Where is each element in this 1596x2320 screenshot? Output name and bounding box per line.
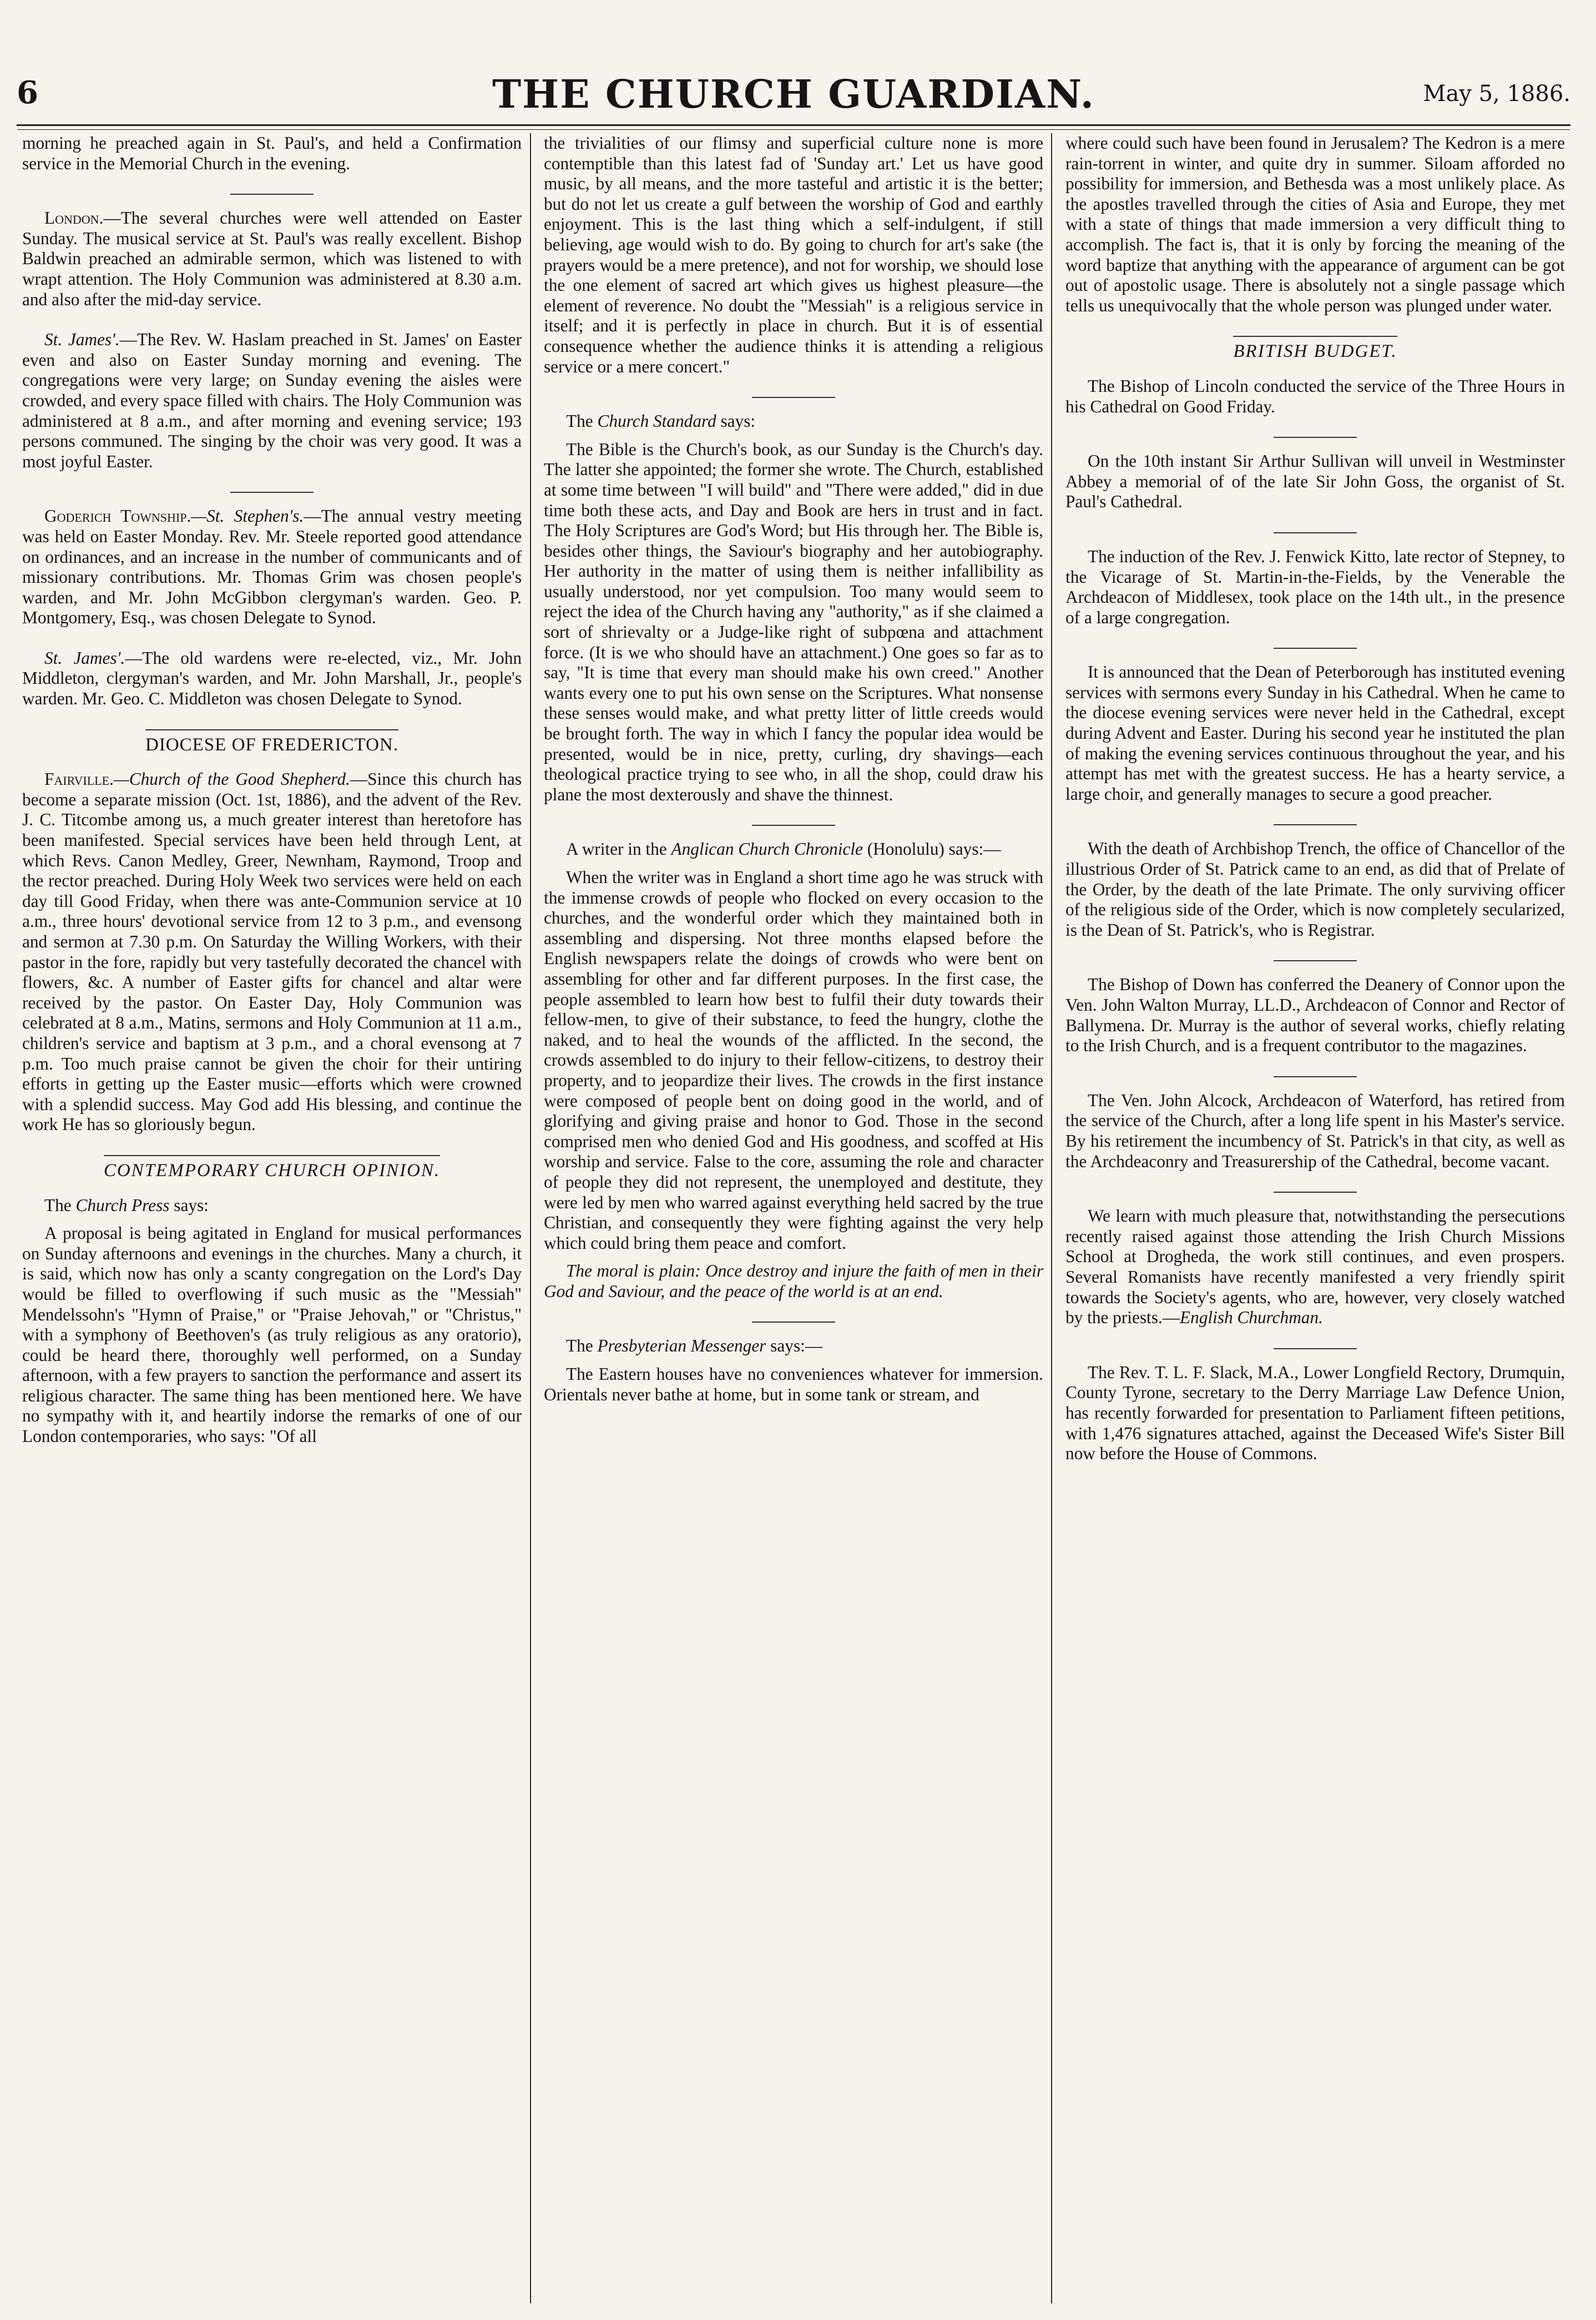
column-1 [22,133,522,1467]
paragraph [22,208,522,310]
paragraph [1065,1206,1565,1328]
place-lead: Fairville. [44,769,114,789]
paragraph [22,506,522,628]
paragraph: The moral is plain: Once destroy and injure the faith of men in their God and Saviour, and the peace of the world is at an end. [544,1261,1043,1301]
separator-rule [752,825,835,826]
publication-name: English Churchman. [1180,1308,1323,1328]
column-3 [1065,133,1565,1484]
paragraph: The Bible is the Church's book, as our Sunday is the Church's day. The latter she appointed; the former she wrote. The Church, established at some time between "I will build" and "There were added," did in due time both these acts, and Day and Book are hers in trust and in fact. The Holy Scriptures are God's Word; but His through her. The Bible is, besides other things, the Saviour's biography and her autobiography. Her authority in the matter of using them is neither infallibility as usually understood, nor yet compulsion. Too many would seem to reject the idea of the Church having any "authority," as if she claimed a sort of shrievalty or a Judge-like right of subpœna and attachment force. (It is we who should have an attachment.) One goes so far as to say, "It is time that every man should make his own creed." Another wants every one to put his own sense on the Scriptures. What nonsense these senses would make, and what pretty litter of little creeds would be brought forth. The way in which I fancy the popular idea would be presented, would be in nice, pretty, curling, dry shavings—each theological practice trying to see who, in all the shop, could draw his plane the most dexterously and shave the thinnest. [544,439,1043,804]
paragraph [544,839,1043,860]
section-heading-text: CONTEMPORARY CHURCH OPINION. [104,1155,440,1181]
publication-name: Church Standard [597,411,716,431]
paragraph: The Ven. John Alcock, Archdeacon of Waterford, has retired from the service of the Church, after a long life spent in his Master's service. By his retirement the incumbency of St. Patrick's in that city, as well as the Archdeaconry and Treasurership of the Cathedral, become vacant. [1065,1090,1565,1171]
paragraph [22,769,522,1135]
paragraph: where could such have been found in Jerusalem? The Kedron is a mere rain-torrent in winter, and quite dry in summer. Siloam afforded no possibility for immersion, and Bethesda was a most unlikely place. As the apostles travelled through the cities of Asia and Europe, they met with a state of things that made immersion a very difficult thing to accomplish. The fact is, that it is only by forcing the meaning of the word baptize that anything with the appearance of argument can be got out of apostolic usage. There is absolutely not a single passage which tells us unequivocally that the whole person was plunged under water. [1065,133,1565,315]
paragraph-text: —The several churches were well attended on Easter Sunday. The musical service at St. Paul's was really excellent. Bishop Baldwin preached an admirable sermon, which was listened to with wrapt attention. The Holy Communion was administered at 8.30 a.m. and also after the mid-day service. [22,208,522,309]
section-heading-text: DIOCESE OF FREDERICTON. [145,729,398,755]
publication-name: Church Press [75,1195,170,1215]
place-lead: London. [44,208,104,228]
column-2 [544,133,1043,1425]
separator-rule [230,194,314,195]
paragraph: The induction of the Rev. J. Fenwick Kitto, late rector of Stepney, to the Vicarage of St. Martin-in-the-Fields, by the Venerable the Archdeacon of Middlesex, took place on the 14th ult., in the presence of a large congregation. [1065,546,1565,627]
church-lead: —St. Stephen's. [191,506,304,526]
separator-rule [752,397,835,398]
paragraph: The Eastern houses have no conveniences whatever for immersion. Orientals never bathe at home, but in some tank or stream, and [544,1364,1043,1404]
paragraph-text: The [44,1195,76,1215]
paragraph [22,1196,522,1216]
issue-date: May 5, 1886. [1423,81,1570,107]
paragraph-text: says: [716,411,756,431]
section-heading [22,729,522,755]
paragraph [544,1336,1043,1356]
paragraph [22,330,522,472]
paragraph: With the death of Archbishop Trench, the office of Chancellor of the illustrious Order of St. Patrick came to an end, as did that of Prelate of the Order, by the death of the late Primate. The only surviving officer of the religious side of the Order, which is now completely secularized, is the Dean of St. Patrick's, who is Registrar. [1065,839,1565,940]
paragraph-text: We learn with much pleasure that, notwithstanding the persecutions recently raised against those attending the Irish Church Missions School at Drogheda, the work still continues, and even prospers. Several Romanists have recently manifested a very friendly spirit towards the Society's agents, who are, however, very closely watched by the priests.— [1065,1206,1565,1328]
column-divider [530,133,531,2303]
paragraph: On the 10th instant Sir Arthur Sullivan will unveil in Westminster Abbey a memorial of of the late Sir John Goss, the organist of St. Paul's Cathedral. [1065,451,1565,512]
paragraph-text: says: [169,1195,209,1215]
paragraph-text: The [566,411,598,431]
separator-rule [1274,648,1357,649]
paragraph-text: —The Rev. W. Haslam preached in St. James' on Easter even and also on Easter Sunday morning and evening. The congregations were very large; on Sunday evening the aisles were crowded, and every space filled with chairs. The Holy Communion was administered at 8 a.m., and after morning and evening service; 193 persons communed. The singing by the choir was very good. It was a most joyful Easter. [22,330,522,471]
section-heading [22,1155,522,1181]
separator-rule [1274,960,1357,961]
paragraph: morning he preached again in St. Paul's, and held a Confirmation service in the Memorial Church in the evening. [22,133,522,173]
section-heading [1065,336,1565,362]
separator-rule [752,1322,835,1323]
masthead-rule [17,124,1570,126]
section-heading-text: BRITISH BUDGET. [1233,336,1397,362]
paragraph-text: (Honolulu) says:— [862,839,1001,859]
separator-rule [1274,1348,1357,1349]
paragraph [22,648,522,709]
paragraph: The Bishop of Lincoln conducted the service of the Three Hours in his Cathedral on Good Friday. [1065,376,1565,416]
masthead [17,9,1570,125]
paragraph-text: —Since this church has become a separate mission (Oct. 1st, 1886), and the advent of the Rev. J. C. Titcombe among us, a much greater interest than heretofore has been manifested. Special services have been held through Lent, at which Revs. Canon Medley, Greer, Newnham, Raymond, Troop and the rector preached. During Holy Week two services were held on each day till Good Friday, when there was ante-Communion service at 10 a.m., three hours' devotional service from 12 to 3 p.m., and evensong and sermon at 7.30 p.m. On Saturday the Willing Workers, with their pastor in the fore, rapidly but very tastefully decorated the chancel with flowers, &c. A number of Easter gifts for chancel and altar were received by the pastor. On Easter Day, Holy Communion was celebrated at 8 a.m., Matins, sermons and Holy Communion at 11 a.m., children's service and baptism at 3 p.m., and a choral evensong at 7 p.m. Too much praise cannot be given the choir for their untiring efforts in getting up the Easter music—efforts which were crowned with a splendid success. May God add His blessing, and continue the work He has so gloriously begun. [22,769,522,1134]
church-lead: —Church of the Good Shepherd. [113,769,350,789]
column-divider [1051,133,1052,2303]
paragraph: The Rev. T. L. F. Slack, M.A., Lower Longfield Rectory, Drumquin, County Tyrone, secretary to the Derry Marriage Law Defence Union, has recently forwarded for presentation to Parliament fifteen petitions, with 1,476 signatures attached, against the Deceased Wife's Sister Bill now before the House of Commons. [1065,1362,1565,1464]
separator-rule [1274,437,1357,438]
place-lead: St. James'. [44,648,125,668]
paragraph-text: —The old wardens were re-elected, viz., Mr. John Middleton, clergyman's warden, and Mr. John Marshall, Jr., people's warden. Mr. Geo. C. Middleton was chosen Delegate to Synod. [22,648,522,709]
newspaper-title: THE CHURCH GUARDIAN. [492,71,1095,117]
publication-name: Presbyterian Messenger [597,1336,766,1356]
paragraph: The Bishop of Down has conferred the Deanery of Connor upon the Ven. John Walton Murray, LL.D., Archdeacon of Connor and Rector of Ballymena. Dr. Murray is the author of several works, chiefly relating to the Irish Church, and is a frequent contributor to the magazines. [1065,975,1565,1056]
paragraph: It is announced that the Dean of Peterborough has instituted evening services with sermons every Sunday in his Cathedral. When he came to the diocese evening services were never held in the Cathedral, except during Advent and Easter. During his second year he instituted the plan of making the evening services continuous throughout the year, and his attempt has met with the greatest success. He has a hearty service, a large choir, and generally manages to secure a good preacher. [1065,662,1565,804]
paragraph-text: —The annual vestry meeting was held on Easter Monday. Rev. Mr. Steele reported good attendance on ordinances, and an increase in the number of communicants and of missionary contributions. Mr. Thomas Grim was chosen people's warden, and Mr. John McGibbon clergyman's warden. Geo. P. Montgomery, Esq., was chosen Delegate to Synod. [22,506,522,628]
page-number: 6 [17,74,38,111]
place-lead: Goderich Township. [44,506,191,526]
separator-rule [1274,1192,1357,1193]
paragraph [544,411,1043,432]
separator-rule [1274,1076,1357,1077]
separator-rule [230,492,314,493]
paragraph: When the writer was in England a short time ago he was struck with the immense crowds of people who flocked on every occasion to the churches, and the wonderful order which they maintained both in assembling and dispersing. Not three months elapsed before the English newspapers relate the doings of crowds who were bent on assembling for other and far different purposes. In the first case, the people assembled to learn how best to fulfil their duty towards their fellow-men, to give of their substance, to feed the hungry, clothe the naked, and to heal the wounds of the afflicted. In the second, the crowds assembled to do injury to their fellow-citizens, to destroy their property, and to jeopardize their lives. The crowds in the first instance were composed of people bent on doing good in the world, and of glorifying and giving praise and honor to God. Those in the second comprised men who denied God and His goodness, and scoffed at His worship and service. False to the core, assuming the role and character of people they did not represent, the unemployed and destitute, they were led by men who warred against everything held sacred by the true Christian, and consequently they were fighting against the very help which could bring them peace and comfort. [544,868,1043,1253]
paragraph: the trivialities of our flimsy and superficial culture none is more contemptible than this latest fad of 'Sunday art.' Let us have good music, by all means, and the more tasteful and artistic it is the better; but do not let us create a gulf between the worship of God and earthly enjoyment. This is the last thing which a self-indulgent, if still believing, age would wish to do. By going to church for art's sake (the prayers would be a mere pretence), and not for worship, we should lose the one element of sacred art which gives us highest pleasure—the element of reverence. No doubt the "Messiah" is a religious service in itself; and it is perfectly in place in church. But it is of essential consequence whether the audience thinks it is attending a religious service or a mere concert." [544,133,1043,376]
separator-rule [1274,532,1357,533]
publication-name: Anglican Church Chronicle [671,839,863,859]
paragraph-text: says:— [766,1336,823,1356]
paragraph: A proposal is being agitated in England for musical performances on Sunday afternoons and evenings in the churches. Many a church, it is said, which now has only a scanty congregation on the Lord's Day would be filled to overflowing if such music as the "Messiah" Mendelssohn's "Hymn of Praise," or "Praise Jehovah," or "Christus," with a symphony of Beethoven's (as truly religious as any oratorio), could be heard there, thoroughly well performed, on a Sunday afternoon, with a few prayers to sanction the performance and assert its religious character. The same thing has been mentioned here. We have no sympathy with it, and heartily indorse the remarks of one of our London contemporaries, who says: "Of all [22,1223,522,1446]
paragraph-text: A writer in the [566,839,671,859]
place-lead: St. James'. [44,330,120,350]
paragraph-text: The [566,1336,598,1356]
separator-rule [1274,824,1357,825]
